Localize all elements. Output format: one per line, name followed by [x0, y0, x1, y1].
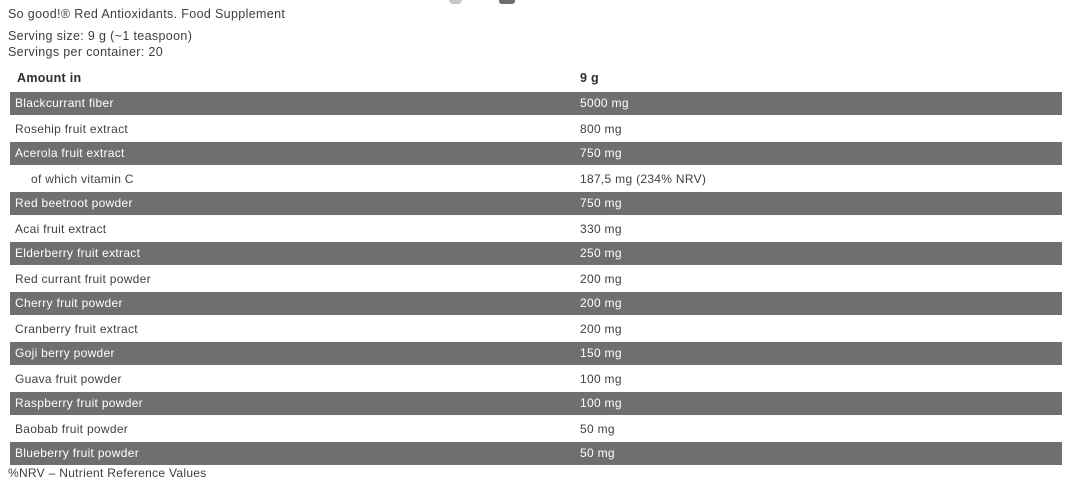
table-row [10, 267, 1062, 292]
servings-per-container-text: Servings per container: 20 [8, 45, 164, 59]
table-row [10, 342, 1062, 367]
ingredient-amount: 200 mg [580, 272, 622, 286]
ingredient-amount: 750 mg [580, 196, 622, 210]
nrv-footnote: %NRV – Nutrient Reference Values [8, 466, 207, 480]
ingredient-amount: 5000 mg [580, 96, 629, 110]
ingredient-amount: 150 mg [580, 346, 622, 360]
table-row [10, 367, 1062, 392]
ingredient-amount: 187,5 mg (234% NRV) [580, 172, 707, 186]
ingredient-amount: 100 mg [580, 396, 622, 410]
ingredient-name: Acerola fruit extract [15, 146, 125, 160]
column-header-serving-grams: 9 g [580, 71, 599, 85]
ingredient-name: Rosehip fruit extract [15, 122, 129, 136]
column-header-amount-in: Amount in [17, 71, 82, 85]
ingredient-amount: 800 mg [580, 122, 622, 136]
table-row [10, 242, 1062, 267]
ingredient-name: Blackcurrant fiber [15, 96, 114, 110]
cropped-text-artifact [449, 0, 462, 4]
table-row [10, 317, 1062, 342]
ingredient-amount: 100 mg [580, 372, 622, 386]
ingredient-name: Baobab fruit powder [15, 422, 129, 436]
ingredient-amount: 50 mg [580, 422, 615, 436]
ingredient-name: Raspberry fruit powder [15, 396, 143, 410]
ingredient-name: Cranberry fruit extract [15, 322, 138, 336]
ingredient-name: Cherry fruit powder [15, 296, 123, 310]
table-row [10, 167, 1062, 192]
ingredient-amount: 250 mg [580, 246, 622, 260]
table-row [10, 92, 1062, 117]
cropped-text-artifact [499, 0, 515, 4]
ingredient-name: Red beetroot powder [15, 196, 133, 210]
ingredient-name: of which vitamin C [31, 172, 134, 186]
ingredient-amount: 200 mg [580, 322, 622, 336]
table-row [10, 192, 1062, 217]
ingredient-amount: 200 mg [580, 296, 622, 310]
ingredient-name: Guava fruit powder [15, 372, 122, 386]
table-row [10, 142, 1062, 167]
product-title: So good!® Red Antioxidants. Food Supplement [8, 7, 286, 21]
ingredient-amount: 330 mg [580, 222, 622, 236]
table-row [10, 117, 1062, 142]
ingredient-name: Blueberry fruit powder [15, 446, 139, 460]
table-row [10, 392, 1062, 417]
ingredient-name: Goji berry powder [15, 346, 115, 360]
serving-size-text: Serving size: 9 g (~1 teaspoon) [8, 29, 193, 43]
table-row [10, 417, 1062, 442]
ingredient-amount: 50 mg [580, 446, 615, 460]
table-row [10, 442, 1062, 467]
ingredient-table [10, 92, 1062, 467]
ingredient-name: Acai fruit extract [15, 222, 107, 236]
ingredient-name: Red currant fruit powder [15, 272, 151, 286]
table-row [10, 217, 1062, 242]
ingredient-name: Elderberry fruit extract [15, 246, 141, 260]
table-row [10, 292, 1062, 317]
ingredient-amount: 750 mg [580, 146, 622, 160]
